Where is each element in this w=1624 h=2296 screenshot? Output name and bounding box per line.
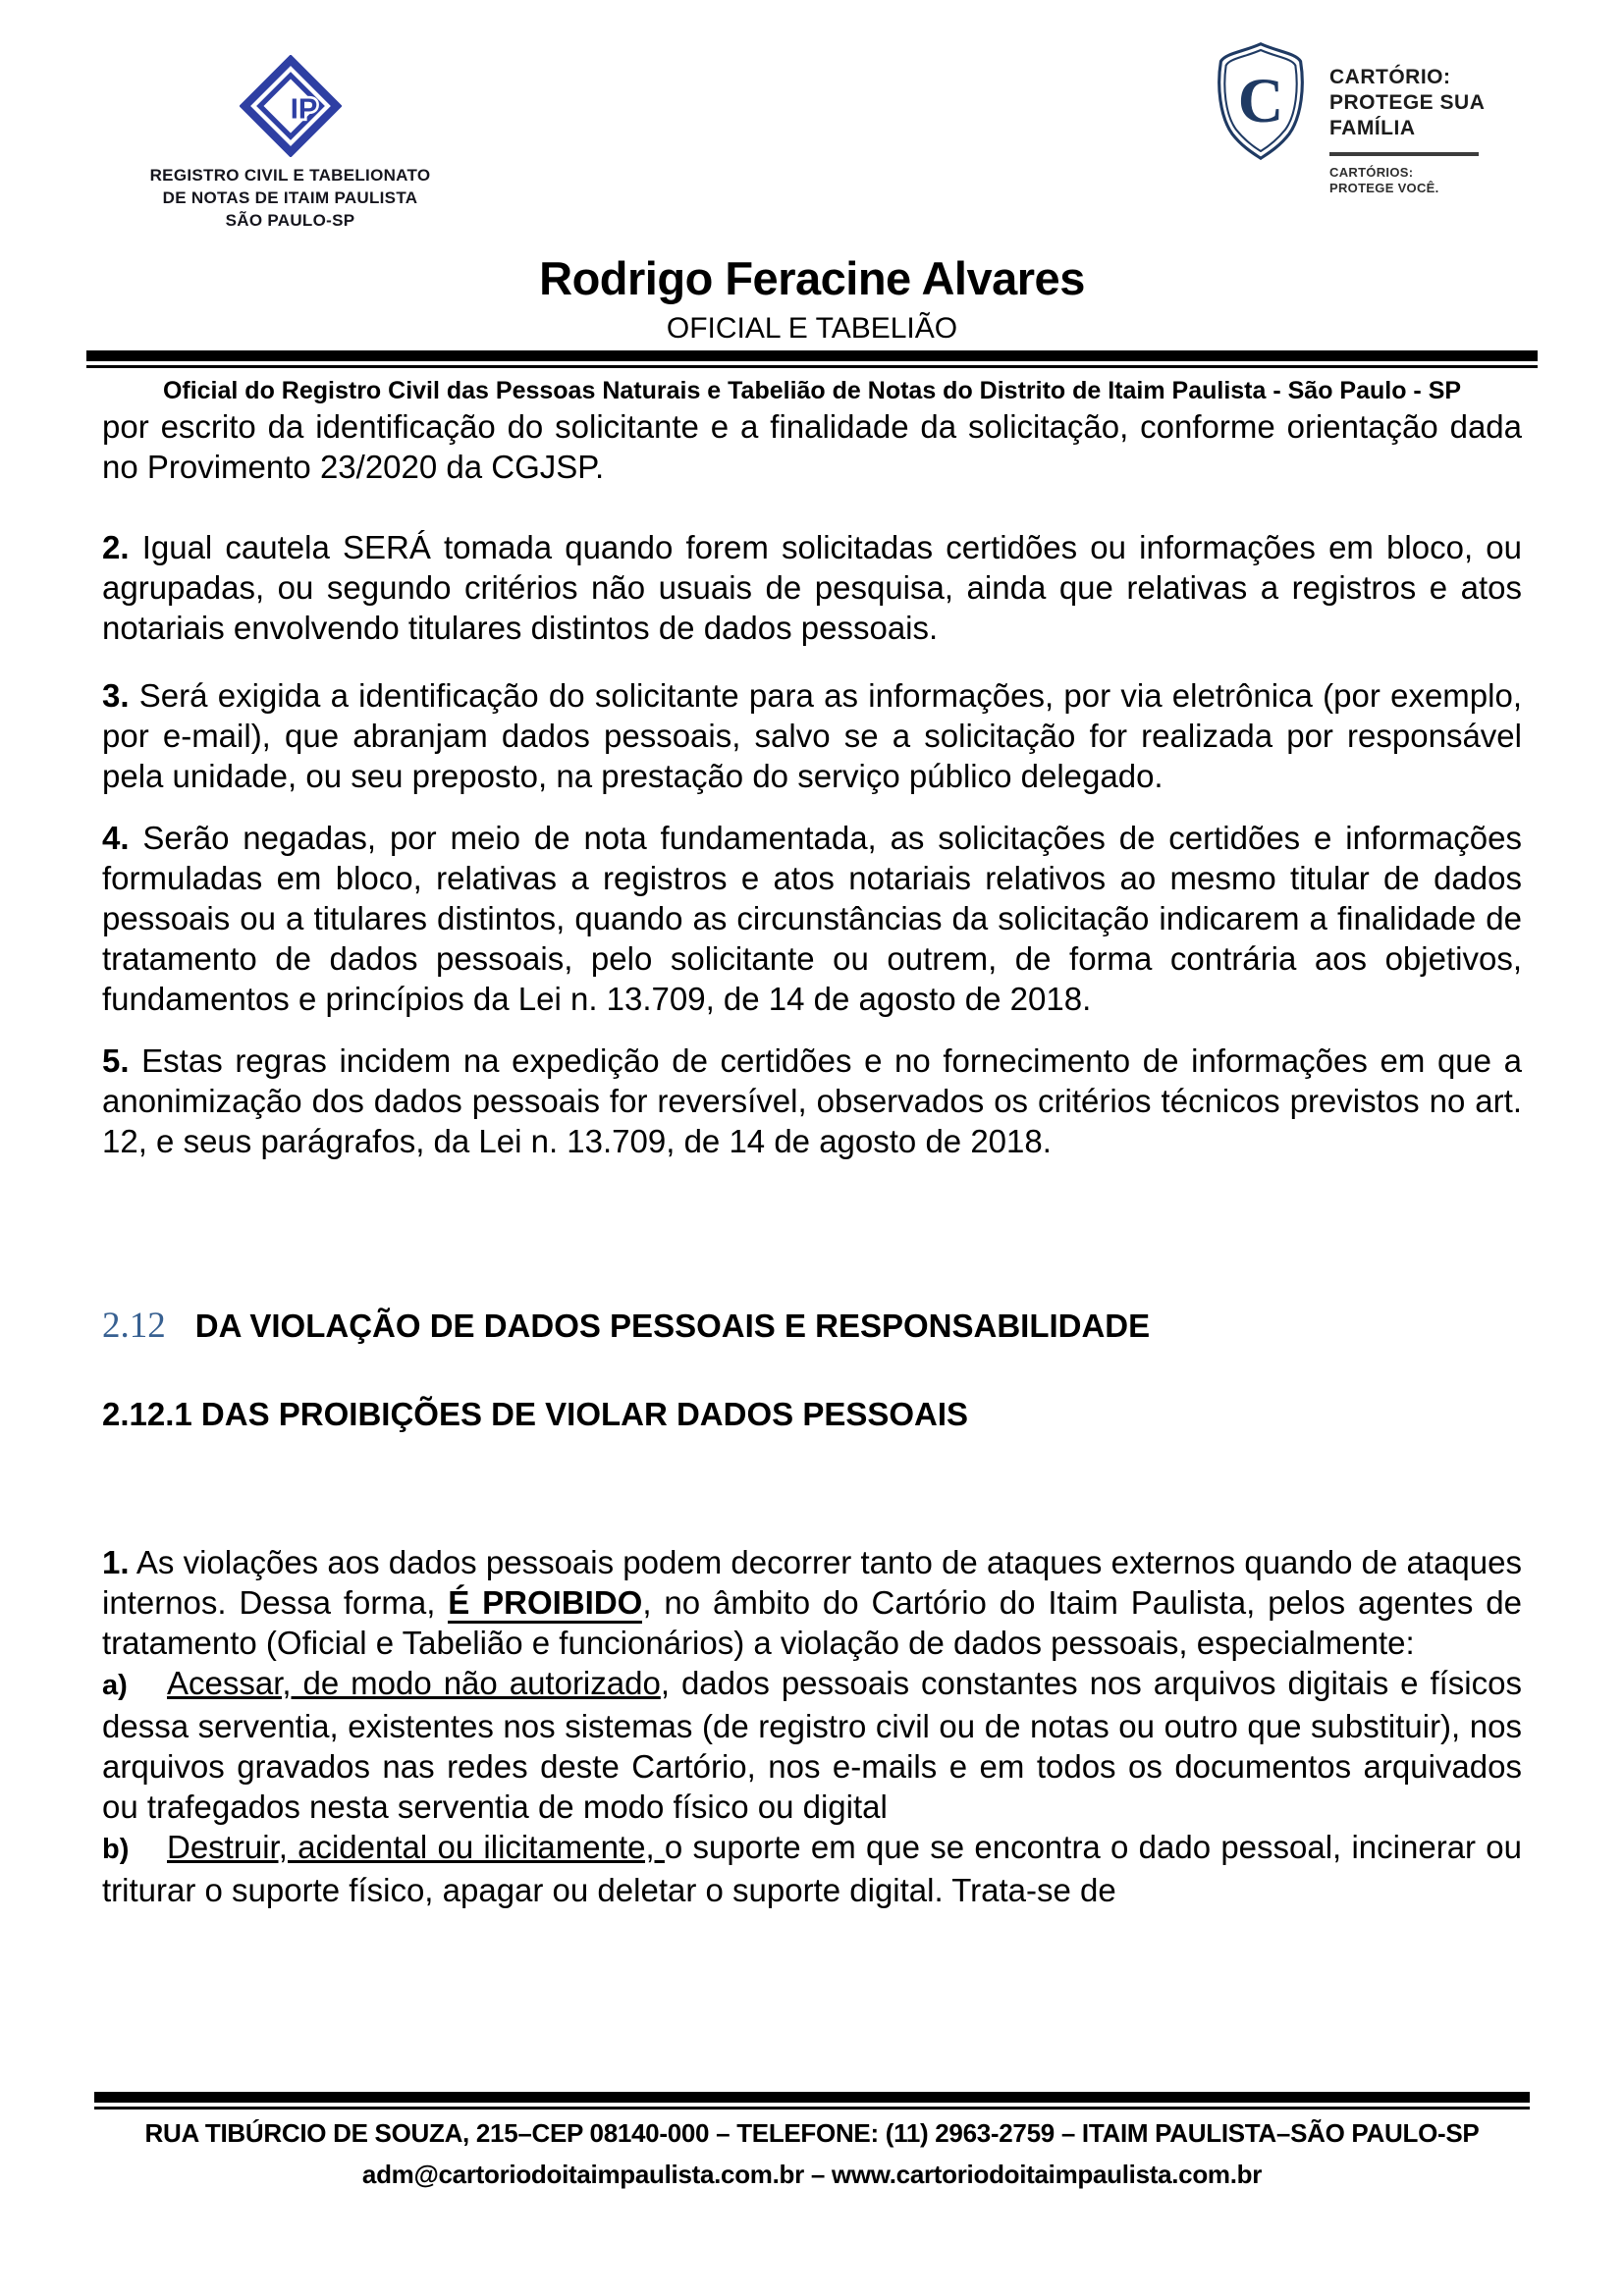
right-logo — [1210, 39, 1485, 196]
right-logo-divider — [1329, 152, 1479, 156]
paragraph-1-prohibited-emphasis: É PROIBIDO — [448, 1584, 642, 1624]
left-logo-monogram: IP — [290, 93, 317, 126]
right-logo-subline-2: PROTEGE VOCÊ. — [1329, 181, 1439, 195]
footer-rule-thin — [94, 2107, 1530, 2109]
footer-address-line: RUA TIBÚRCIO DE SOUZA, 215–CEP 08140-000 – TELEFONE: (11) 2963-2759 – ITAIM PAULISTA–SÃO PAULO-SP — [144, 2118, 1480, 2148]
left-logo-line-1: REGISTRO CIVIL E TABELIONATO — [149, 166, 431, 185]
office-line: Oficial do Registro Civil das Pessoas Naturais e Tabelião de Notas do Distrito de Itaim Paulista - São Paulo - SP — [162, 377, 1462, 404]
paragraph-2-number: 2. — [102, 529, 130, 565]
right-logo-subline-1: CARTÓRIOS: — [1329, 165, 1414, 180]
paragraph-intro-text: por escrito da identificação do solicitante e a finalidade da solicitação, conforme orientação dada no Provimento 23/2020 da CGJSP. — [102, 408, 1522, 485]
section-heading-2-12 — [102, 1304, 1522, 1349]
paragraph-1 — [102, 1542, 1522, 1663]
paragraph-2-text: Igual cautela SERÁ tomada quando forem solicitadas certidões ou informações em bloco, ou agrupadas, ou segundo critérios não usuais de pesquisa, ainda que relativas a registros e atos notariais envolvendo titulares distintos de dados pessoais. — [102, 529, 1522, 646]
paragraph-3 — [102, 675, 1522, 796]
left-logo-line-3: SÃO PAULO-SP — [225, 211, 355, 230]
paragraph-1-text-b: , no âmbito do Cartório do Itaim Paulista, pelos agentes de tratamento (Oficial e Tabelião e funcionários) a violação de dados pessoais, especialmente: — [102, 1584, 1523, 1661]
paragraph-intro — [102, 406, 1522, 487]
cartorio-shield-logo-icon — [1210, 39, 1312, 163]
paragraph-1-number: 1. — [102, 1544, 130, 1580]
page-title: Rodrigo Feracine Alvares — [539, 252, 1085, 304]
footer-rule-thick — [94, 2092, 1530, 2103]
page-subtitle: OFICIAL E TABELIÃO — [666, 312, 958, 345]
footer-contact-line: adm@cartoriodoitaimpaulista.com.br – www.cartoriodoitaimpaulista.com.br — [361, 2160, 1263, 2189]
list-item-b-text: o suporte em que se encontra o dado pessoal, incinerar ou triturar o suporte físico, apagar ou deletar o suporte digital. Trata-se de — [102, 1829, 1522, 1908]
section-title: DA VIOLAÇÃO DE DADOS PESSOAIS E RESPONSABILIDADE — [194, 1308, 1151, 1344]
paragraph-3-text: Será exigida a identificação do solicitante para as informações, por via eletrônica (por exemplo, por e-mail), que abranjam dados pessoais, salvo se a solicitação for realizada por responsável pela unidade, ou seu preposto, na prestação do serviço público delegado. — [102, 677, 1522, 794]
list-item-a-label: a) — [102, 1670, 128, 1701]
paragraph-4 — [102, 818, 1522, 1019]
right-logo-line-1: CARTÓRIO: — [1329, 66, 1451, 88]
paragraph-4-text: Serão negadas, por meio de nota fundamentada, as solicitações de certidões e informações formuladas em bloco, relativas a registros e atos notariais relativos ao mesmo titular de dados pessoais ou a titulares distintos, quando as circunstâncias da solicitação indicarem a finalidade de tratamento de dados pessoais, pelo solicitante ou outrem, de forma contrária aos objetivos, fundamentos e princípios da Lei n. 13.709, de 14 de agosto de 2018. — [102, 820, 1522, 1017]
list-item-a-text: , dados pessoais constantes nos arquivos digitais e físicos dessa serventia, existentes nos sistemas (de registro civil ou de notas ou outro que substituir), nos arquivos gravados nas redes deste Cartório, nos e-mails e em todos os documentos arquivados ou trafegados nesta serventia de modo físico ou digital — [102, 1665, 1522, 1825]
right-logo-line-2: PROTEGE SUA — [1329, 91, 1486, 114]
right-logo-monogram: C — [1237, 65, 1284, 135]
left-logo — [140, 55, 440, 232]
paragraph-3-number: 3. — [102, 677, 130, 714]
paragraph-5 — [102, 1041, 1522, 1161]
header-rule-thin — [86, 365, 1538, 368]
paragraph-1-text-a: As violações aos dados pessoais podem decorrer tanto de ataques externos quando de ataques internos. Dessa forma, — [102, 1544, 1522, 1621]
subsection-heading-2-12-1: 2.12.1 DAS PROIBIÇÕES DE VIOLAR DADOS PESSOAIS — [102, 1396, 969, 1432]
list-item-a-underlined: Acessar, de modo não autorizado — [167, 1665, 661, 1701]
list-item-b — [102, 1827, 1522, 1910]
paragraph-5-text: Estas regras incidem na expedição de certidões e no fornecimento de informações em que a anonimização dos dados pessoais for reversível, observados os critérios técnicos previstos no art. 12, e seus parágrafos, da Lei n. 13.709, de 14 de agosto de 2018. — [102, 1042, 1522, 1159]
header-rule-thick — [86, 350, 1538, 361]
diamond-ip-logo-icon — [240, 55, 342, 157]
list-item-b-label: b) — [102, 1834, 130, 1865]
paragraph-2 — [102, 527, 1522, 648]
right-logo-text — [1329, 39, 1485, 196]
left-logo-text — [140, 164, 440, 232]
list-item-a — [102, 1663, 1522, 1827]
right-logo-line-3: FAMÍLIA — [1329, 117, 1416, 139]
list-item-b-underlined: Destruir, acidental ou ilicitamente, — [167, 1829, 665, 1865]
left-logo-line-2: DE NOTAS DE ITAIM PAULISTA — [162, 188, 418, 207]
section-number: 2.12 — [102, 1306, 166, 1346]
document-body — [102, 406, 1522, 1910]
paragraph-4-number: 4. — [102, 820, 130, 856]
paragraph-5-number: 5. — [102, 1042, 130, 1079]
